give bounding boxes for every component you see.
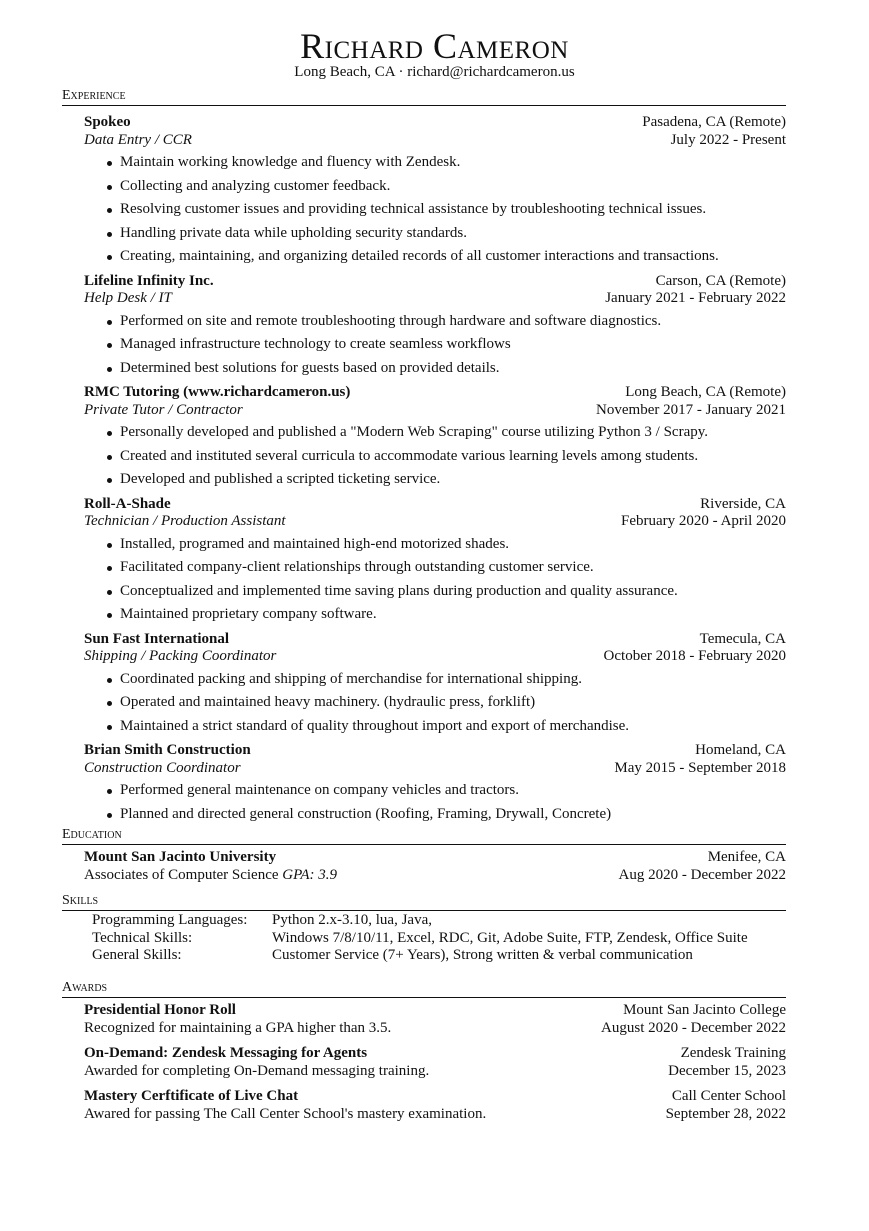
job-bullet: Maintain working knowledge and fluency with Zendesk. (120, 151, 786, 175)
award-entry (84, 1002, 786, 1037)
job-location: Long Beach, CA (Remote) (625, 384, 786, 400)
section-title-skills: Skills (62, 893, 786, 911)
job-entry (84, 631, 786, 739)
job-bullet: Facilitated company-client relationships through outstanding customer service. (120, 556, 786, 580)
job-bullet: Operated and maintained heavy machinery. (hydraulic press, forklift) (120, 691, 786, 715)
job-role: Construction Coordinator (84, 759, 241, 776)
award-description: Recognized for maintaining a GPA higher than 3.5. (84, 1019, 392, 1036)
award-description: Awarded for completing On-Demand messaging training. (84, 1062, 430, 1079)
award-date: September 28, 2022 (665, 1105, 786, 1122)
applicant-name: Richard Cameron (300, 26, 569, 66)
award-description: Awared for passing The Call Center School's mastery examination. (84, 1105, 487, 1122)
skills-section (62, 893, 786, 965)
skill-label: General Skills: (92, 947, 182, 963)
awards-section (62, 980, 786, 1131)
job-bullet: Performed general maintenance on company vehicles and tractors. (120, 779, 786, 803)
job-bullet: Planned and directed general construction (Roofing, Framing, Drywall, Concrete) (120, 803, 786, 827)
skill-value: Customer Service (7+ Years), Strong written & verbal communication (272, 947, 693, 963)
job-bullets (84, 421, 786, 492)
job-bullet: Coordinated packing and shipping of merchandise for international shipping. (120, 668, 786, 692)
job-bullet: Conceptualized and implemented time saving plans during production and quality assurance. (120, 580, 786, 604)
job-bullet: Determined best solutions for guests based on provided details. (120, 357, 786, 381)
job-role: Private Tutor / Contractor (84, 401, 243, 418)
award-issuer: Call Center School (671, 1088, 786, 1104)
company-name: Spokeo (84, 114, 131, 130)
contact-line: Long Beach, CA · richard@richardcameron.us (294, 64, 575, 80)
award-entry (84, 1045, 786, 1080)
job-bullet: Collecting and analyzing customer feedback. (120, 175, 786, 199)
job-entry (84, 496, 786, 627)
company-name: Brian Smith Construction (84, 742, 251, 758)
job-bullets (84, 779, 786, 826)
job-entry (84, 273, 786, 381)
job-bullet: Maintained proprietary company software. (120, 603, 786, 627)
job-entry (84, 384, 786, 492)
award-issuer: Mount San Jacinto College (623, 1002, 786, 1018)
job-bullet: Developed and published a scripted ticketing service. (120, 468, 786, 492)
skill-row (92, 947, 786, 965)
section-title-awards: Awards (62, 980, 786, 998)
job-bullet: Created and instituted several curricula to accommodate various learning levels among students. (120, 445, 786, 469)
job-bullet: Creating, maintaining, and organizing detailed records of all customer interactions and transactions. (120, 245, 786, 269)
job-dates: February 2020 - April 2020 (621, 513, 786, 529)
job-location: Pasadena, CA (Remote) (642, 114, 786, 130)
skill-value: Python 2.x-3.10, lua, Java, (272, 912, 432, 928)
job-dates: July 2022 - Present (670, 131, 786, 148)
award-name: Mastery Cerftificate of Live Chat (84, 1088, 299, 1104)
company-name: Lifeline Infinity Inc. (84, 272, 214, 289)
award-list (62, 1002, 786, 1123)
job-entry (84, 114, 786, 269)
job-location: Homeland, CA (695, 742, 786, 758)
job-dates: May 2015 - September 2018 (614, 759, 786, 776)
job-bullet: Resolving customer issues and providing technical assistance by troubleshooting technical issues. (120, 198, 786, 222)
job-bullet: Installed, programed and maintained high-end motorized shades. (120, 533, 786, 557)
job-bullets (84, 151, 786, 269)
school-location: Menifee, CA (707, 849, 786, 865)
gpa: GPA: 3.9 (282, 866, 338, 883)
skill-label: Programming Languages: (92, 912, 248, 928)
job-entry (84, 742, 786, 826)
company-name: Roll-A-Shade (84, 495, 171, 512)
experience-section (62, 88, 786, 830)
resume-header (0, 26, 869, 80)
award-date: August 2020 - December 2022 (601, 1019, 786, 1036)
job-list (62, 114, 786, 826)
award-name: On-Demand: Zendesk Messaging for Agents (84, 1045, 368, 1061)
section-title-education: Education (62, 827, 786, 845)
job-bullet: Maintained a strict standard of quality throughout import and export of merchandise. (120, 715, 786, 739)
section-title-experience: Experience (62, 88, 786, 106)
degree: Associates of Computer Science (84, 866, 279, 883)
award-issuer: Zendesk Training (680, 1045, 786, 1061)
school-name: Mount San Jacinto University (84, 849, 277, 865)
education-entry (84, 849, 786, 884)
job-bullet: Performed on site and remote troubleshooting through hardware and software diagnostics. (120, 310, 786, 334)
skill-row (92, 912, 786, 930)
job-bullet: Handling private data while upholding security standards. (120, 222, 786, 246)
job-dates: January 2021 - February 2022 (605, 290, 786, 306)
job-bullet: Managed infrastructure technology to create seamless workflows (120, 333, 786, 357)
skill-row (92, 930, 786, 948)
education-dates: Aug 2020 - December 2022 (618, 866, 786, 883)
job-bullets (84, 310, 786, 381)
job-location: Carson, CA (Remote) (655, 272, 786, 289)
company-name: Sun Fast International (84, 630, 230, 647)
job-bullets (84, 533, 786, 627)
award-date: December 15, 2023 (668, 1062, 786, 1079)
job-bullet: Personally developed and published a "Modern Web Scraping" course utilizing Python 3 / Scrapy. (120, 421, 786, 445)
skills-table (92, 912, 786, 965)
education-section (62, 827, 786, 884)
company-name: RMC Tutoring (www.richardcameron.us) (84, 384, 351, 400)
job-role: Shipping / Packing Coordinator (84, 648, 277, 664)
skill-label: Technical Skills: (92, 929, 193, 946)
job-role: Data Entry / CCR (84, 131, 192, 148)
job-location: Riverside, CA (700, 495, 786, 512)
job-bullets (84, 668, 786, 739)
job-dates: November 2017 - January 2021 (596, 401, 786, 418)
job-dates: October 2018 - February 2020 (603, 648, 786, 664)
job-role: Technician / Production Assistant (84, 513, 286, 529)
award-name: Presidential Honor Roll (84, 1002, 236, 1018)
job-location: Temecula, CA (699, 630, 786, 647)
job-role: Help Desk / IT (84, 290, 172, 306)
skill-value: Windows 7/8/10/11, Excel, RDC, Git, Adobe Suite, FTP, Zendesk, Office Suite (272, 929, 748, 946)
award-entry (84, 1088, 786, 1123)
